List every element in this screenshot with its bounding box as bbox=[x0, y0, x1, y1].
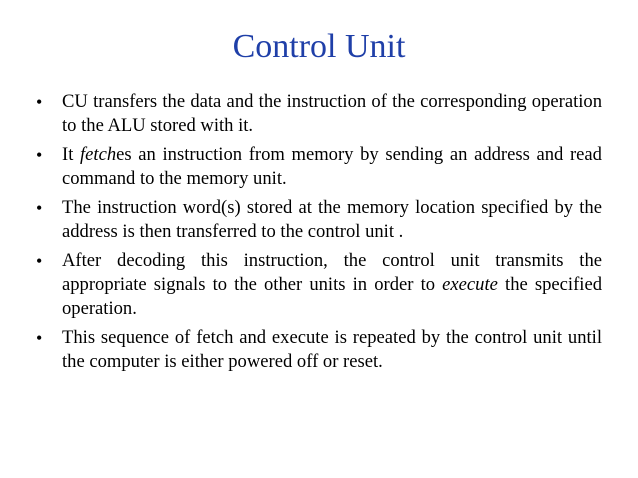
bullet-text-segment: the specified operation. bbox=[62, 274, 602, 319]
bullet-text-emphasis: execute bbox=[442, 274, 498, 295]
bullet-icon: • bbox=[36, 328, 43, 348]
bullet-text-segment: CU transfers the data and the instruction of the corresponding operation to the ALU stored with it. bbox=[62, 91, 602, 136]
bullet-item bbox=[36, 326, 602, 374]
bullet-item bbox=[36, 143, 602, 191]
bullet-text-segment: This sequence of fetch and execute is repeated by the control unit until the computer is either powered off or reset. bbox=[62, 327, 602, 372]
bullet-text-segment: After decoding this instruction, the control unit transmits the appropriate signals to the other units in order to bbox=[62, 250, 602, 295]
bullet-icon: • bbox=[36, 92, 43, 112]
bullet-text-emphasis: fetch bbox=[80, 144, 117, 165]
bullet-icon: • bbox=[36, 145, 43, 165]
bullet-text bbox=[62, 197, 602, 242]
bullet-list bbox=[36, 90, 602, 379]
bullet-text bbox=[62, 250, 602, 319]
bullet-text-segment: es an instruction from memory by sending an address and read command to the memory unit. bbox=[62, 144, 602, 189]
bullet-icon: • bbox=[36, 198, 43, 218]
bullet-text bbox=[62, 327, 602, 372]
bullet-text-segment: It bbox=[62, 144, 81, 165]
bullet-text-segment: The instruction word(s) stored at the memory location specified by the address is then transferred to the control unit . bbox=[62, 197, 602, 242]
bullet-text bbox=[62, 91, 602, 136]
slide-title: Control Unit bbox=[232, 28, 406, 65]
bullet-icon: • bbox=[36, 251, 43, 271]
bullet-item bbox=[36, 196, 602, 244]
bullet-item bbox=[36, 249, 602, 321]
bullet-item bbox=[36, 90, 602, 138]
bullet-text bbox=[62, 144, 602, 189]
